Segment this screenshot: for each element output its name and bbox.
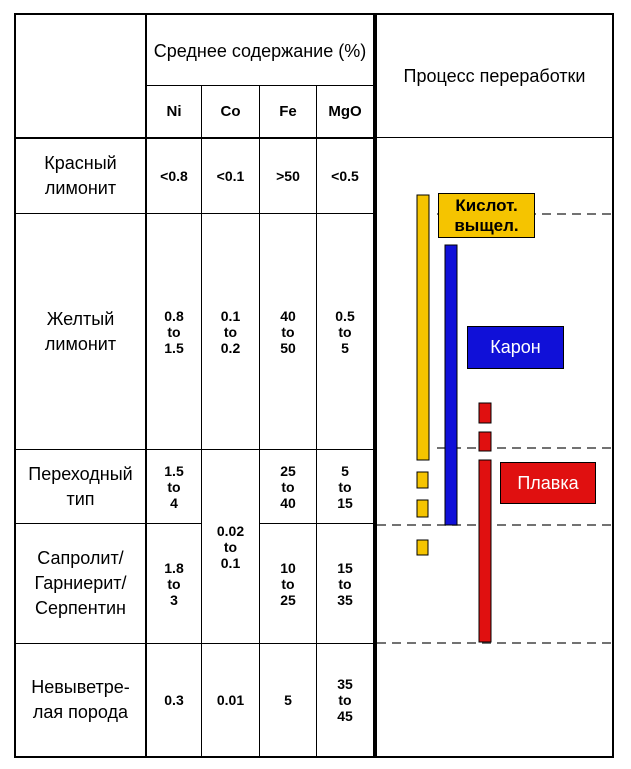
cell-co: 0.1 to 0.2 <box>220 307 241 356</box>
caron-label: Карон <box>467 326 564 369</box>
col-header-co: Co <box>220 103 241 120</box>
acid-bar-segment-1 <box>417 472 428 488</box>
row-name-yellow-limonite: Желтый лимонит <box>44 308 117 354</box>
cell-fe: 25 to 40 <box>280 462 296 511</box>
smelt-bar-segment-1 <box>479 403 491 423</box>
avg-content-header: Среднее содержание (%) <box>153 40 367 61</box>
row-name-transitional: Переходный тип <box>28 463 133 509</box>
acid-bar-segment-2 <box>417 500 428 517</box>
acid-bar-segment-3 <box>417 540 428 555</box>
cell-ni: 0.3 <box>164 692 184 708</box>
smelt-label: Плавка <box>500 462 596 504</box>
cell-fe: 5 <box>284 692 292 708</box>
cell-co: 0.01 <box>216 692 245 708</box>
cell-fe: >50 <box>276 168 300 184</box>
cell-mgo: 5 to 15 <box>337 462 353 511</box>
smelt-bars <box>479 403 491 642</box>
row-name-saprolite: Сапролит/ Гарниерит/ Серпентин <box>34 548 127 618</box>
cell-fe: 40 to 50 <box>280 307 296 356</box>
cell-ni: 1.8 to 3 <box>164 559 184 608</box>
smelt-bar-segment-2 <box>479 432 491 451</box>
cell-mgo: 0.5 to 5 <box>335 307 355 356</box>
row-name-red-limonite: Красный лимонит <box>44 153 117 198</box>
acid-leach-label: Кислот. выщел. <box>438 193 535 238</box>
cell-mgo: <0.5 <box>331 168 359 184</box>
col-header-ni: Ni <box>166 103 182 120</box>
cell-ni: 1.5 to 4 <box>164 462 184 511</box>
col-header-mgo: MgO <box>328 103 362 120</box>
cell-co-merged: 0.02 to 0.1 <box>216 522 245 571</box>
caron-bar <box>445 245 457 525</box>
row-name-unweathered-rock: Невыветре- лая порода <box>31 677 130 722</box>
cell-ni: 0.8 to 1.5 <box>164 307 184 356</box>
cell-co: <0.1 <box>216 168 245 184</box>
acid-bar-main <box>417 195 429 460</box>
acid-bars <box>417 195 429 555</box>
process-header: Процесс переработки <box>403 66 586 86</box>
cell-mgo: 15 to 35 <box>337 559 353 608</box>
col-header-fe: Fe <box>279 103 297 120</box>
cell-mgo: 35 to 45 <box>337 676 353 724</box>
smelt-bar-main <box>479 460 491 642</box>
cell-ni: <0.8 <box>160 168 188 184</box>
cell-fe: 10 to 25 <box>280 559 296 608</box>
